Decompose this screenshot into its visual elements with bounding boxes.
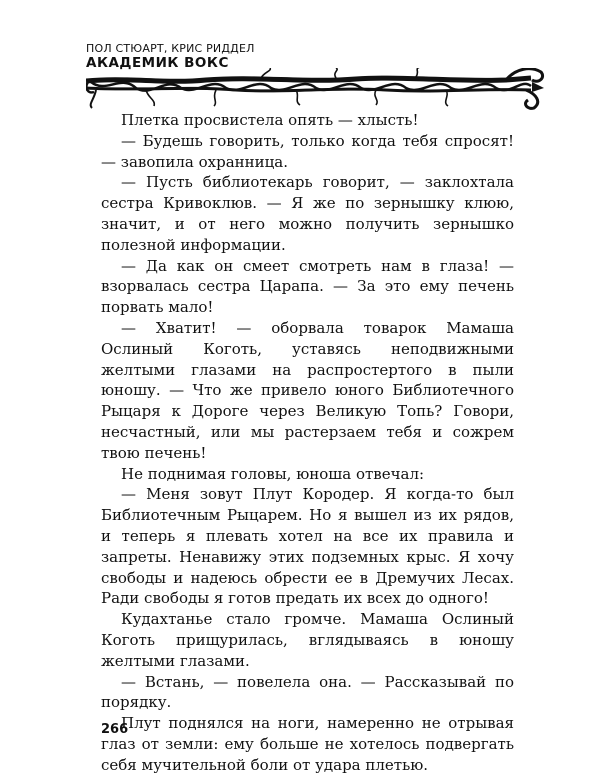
paragraph: Кудахтанье стало громче. Мамаша Ослиный Коготь прищурилась, вглядываясь в юношу желтыми глазами.: [101, 610, 514, 670]
page-number: 266: [101, 722, 129, 737]
paragraph: Не поднимая головы, юноша отвечал:: [121, 464, 425, 483]
paragraph: — Будешь говорить, только когда тебя спросят! — завопила охранница.: [101, 131, 514, 171]
ornamental-vine-border: [86, 68, 546, 110]
paragraph: — Встань, — повелела она. — Рассказывай по порядку.: [101, 672, 514, 712]
paragraph: — Меня зовут Плут Кородер. Я когда-то был Библиотечным Рыцарем. Но я вышел из их рядов, и теперь я плевать хотел на все их правила и запреты. Ненавижу этих подземных крыс. Я хочу свободы и надеюсь обрести ее в Дремучих Лесах. Ради свободы я готов предать их всех до одного!: [101, 485, 514, 608]
paragraph: — Пусть библиотекарь говорит, — заклохтала сестра Кривоклюв. — Я же по зернышку клюю, значит, и от него можно получить зернышко полезной информации.: [101, 173, 514, 254]
header-book-title: АКАДЕМИК ВОКС: [86, 55, 229, 71]
running-header: [86, 42, 546, 110]
paragraph: — Да как он смеет смотреть нам в глаза! — взорвалась сестра Царапа. — За это ему печень порвать мало!: [101, 256, 514, 317]
body-text: [101, 110, 514, 776]
paragraph: — Хватит! — оборвала товарок Мамаша Ослиный Коготь, уставясь неподвижными желтыми глазами на распростертого в пыли юношу. — Что же привело юного Библиотечного Рыцаря к Дороге через Великую Топь? Говори, несчастный, или мы растерзаем тебя и сожрем твою печень!: [101, 318, 514, 462]
paragraph: Плут поднялся на ноги, намеренно не отрывая глаз от земли: ему больше не хотелось подвергать себя мучительной боли от удара плетью.: [101, 714, 514, 774]
header-authors: ПОЛ СТЮАРТ, КРИС РИДДЕЛ: [86, 42, 255, 55]
paragraph: Плетка просвистела опять — хлысть!: [121, 111, 419, 129]
